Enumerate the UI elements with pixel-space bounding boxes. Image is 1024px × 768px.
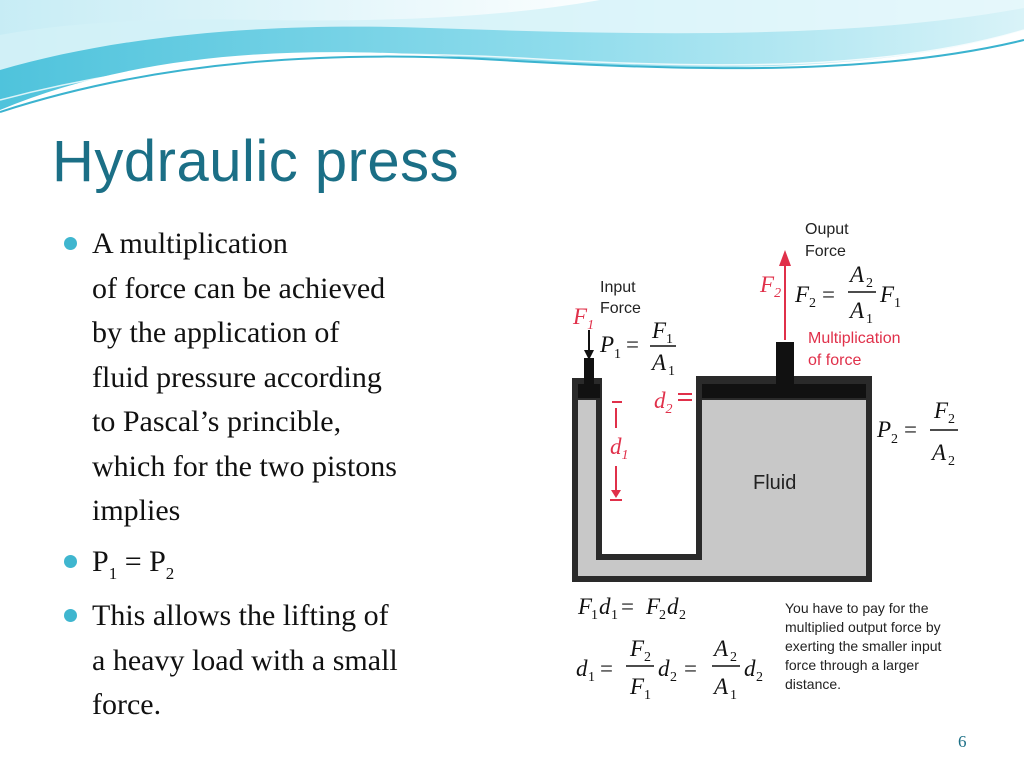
svg-text:1: 1 xyxy=(668,364,675,379)
svg-text:d: d xyxy=(599,594,611,619)
svg-text:1: 1 xyxy=(588,670,595,685)
svg-text:1: 1 xyxy=(614,347,621,362)
svg-text:2: 2 xyxy=(809,296,816,311)
formula-work xyxy=(577,594,686,623)
svg-text:1: 1 xyxy=(666,332,673,347)
svg-text:2: 2 xyxy=(659,608,666,623)
note-line: multiplied output force by xyxy=(785,619,941,635)
large-piston-rod xyxy=(776,342,794,386)
bullet-line: This allows the lifting of xyxy=(92,599,389,632)
svg-text:A: A xyxy=(652,350,667,375)
bullet-line: of force can be achieved xyxy=(92,271,386,305)
p2-subscript: 2 xyxy=(165,563,175,583)
bullet-line: fluid pressure according xyxy=(92,360,382,394)
svg-text:F: F xyxy=(630,674,645,699)
svg-text:2: 2 xyxy=(644,650,651,665)
svg-text:F: F xyxy=(795,282,810,307)
bullet-line: force. xyxy=(92,688,162,721)
svg-text:=: = xyxy=(626,332,639,357)
bullet-line: to Pascal’s princible, xyxy=(92,405,342,438)
bullet-line: implies xyxy=(92,494,181,527)
tube-wall xyxy=(600,378,602,556)
svg-text:1: 1 xyxy=(894,296,901,311)
svg-text:P: P xyxy=(877,417,892,442)
multiplication-label-2: of force xyxy=(808,352,862,369)
svg-text:2: 2 xyxy=(730,650,737,665)
svg-text:F: F xyxy=(880,282,895,307)
bullet-line: which for the two pistons xyxy=(92,449,397,483)
svg-text:d: d xyxy=(658,656,670,681)
f1-label: $F_1$ xyxy=(573,304,595,333)
svg-text:A: A xyxy=(850,262,865,287)
bullet-line: a heavy load with a small xyxy=(92,643,398,677)
bullet-line: A multiplication xyxy=(92,227,288,260)
svg-text:P: P xyxy=(600,332,615,357)
svg-text:=: = xyxy=(904,417,917,442)
fluid-label: Fluid xyxy=(753,472,797,494)
svg-text:=: = xyxy=(621,594,634,619)
d1-label: $d_1$ xyxy=(610,434,629,463)
svg-text:F: F xyxy=(652,318,667,343)
arrow-up-icon xyxy=(779,250,791,266)
formula-distance xyxy=(576,636,763,703)
svg-text:A: A xyxy=(714,636,729,661)
svg-text:2: 2 xyxy=(679,608,686,623)
svg-text:d: d xyxy=(576,656,588,681)
explanation-note xyxy=(785,600,942,692)
svg-text:F: F xyxy=(934,398,949,423)
p1-subscript: 1 xyxy=(108,563,118,583)
p-symbol: P xyxy=(92,544,109,578)
svg-text:2: 2 xyxy=(891,432,898,447)
page-number: 6 xyxy=(958,732,967,751)
svg-text:2: 2 xyxy=(866,276,873,291)
note-line: You have to pay for the xyxy=(785,600,929,616)
f2-label: $F_2$ xyxy=(760,272,782,301)
svg-text:2: 2 xyxy=(948,412,955,427)
svg-text:d: d xyxy=(744,656,756,681)
svg-text:1: 1 xyxy=(644,688,651,703)
svg-text:A: A xyxy=(932,440,947,465)
svg-text:2: 2 xyxy=(756,670,763,685)
multiplication-label-1: Multiplication xyxy=(808,330,901,347)
svg-text:1: 1 xyxy=(730,688,737,703)
small-piston xyxy=(578,384,602,398)
svg-text:A: A xyxy=(714,674,729,699)
svg-text:=: = xyxy=(822,282,835,307)
formula-p2 xyxy=(876,398,958,469)
svg-text:=: = xyxy=(600,656,613,681)
svg-text:1: 1 xyxy=(611,608,618,623)
slide-title: Hydraulic press xyxy=(52,129,460,194)
svg-text:2: 2 xyxy=(670,670,677,685)
large-piston xyxy=(702,384,866,398)
small-piston-rod xyxy=(584,358,594,386)
svg-text:=: = xyxy=(684,656,697,681)
input-label-1: Input xyxy=(600,279,636,296)
svg-text:1: 1 xyxy=(591,608,598,623)
formula-f2 xyxy=(794,262,901,327)
svg-text:d: d xyxy=(667,594,679,619)
tube-wall xyxy=(696,378,698,556)
svg-text:F: F xyxy=(630,636,645,661)
note-line: exerting the smaller input xyxy=(785,638,942,654)
note-line: distance. xyxy=(785,676,842,692)
equals-p: = P xyxy=(117,544,166,578)
output-label-1: Ouput xyxy=(805,221,849,238)
svg-text:1: 1 xyxy=(866,312,873,327)
svg-text:2: 2 xyxy=(948,454,955,469)
svg-text:F: F xyxy=(578,594,593,619)
d2-label: $d_2$ xyxy=(654,388,673,417)
svg-text:F: F xyxy=(646,594,661,619)
input-label-2: Force xyxy=(600,300,641,317)
output-label-2: Force xyxy=(805,243,846,260)
note-line: force through a larger xyxy=(785,657,919,673)
svg-text:A: A xyxy=(850,298,865,323)
bullet-line: by the application of xyxy=(92,316,340,349)
formula-p1 xyxy=(599,318,676,379)
